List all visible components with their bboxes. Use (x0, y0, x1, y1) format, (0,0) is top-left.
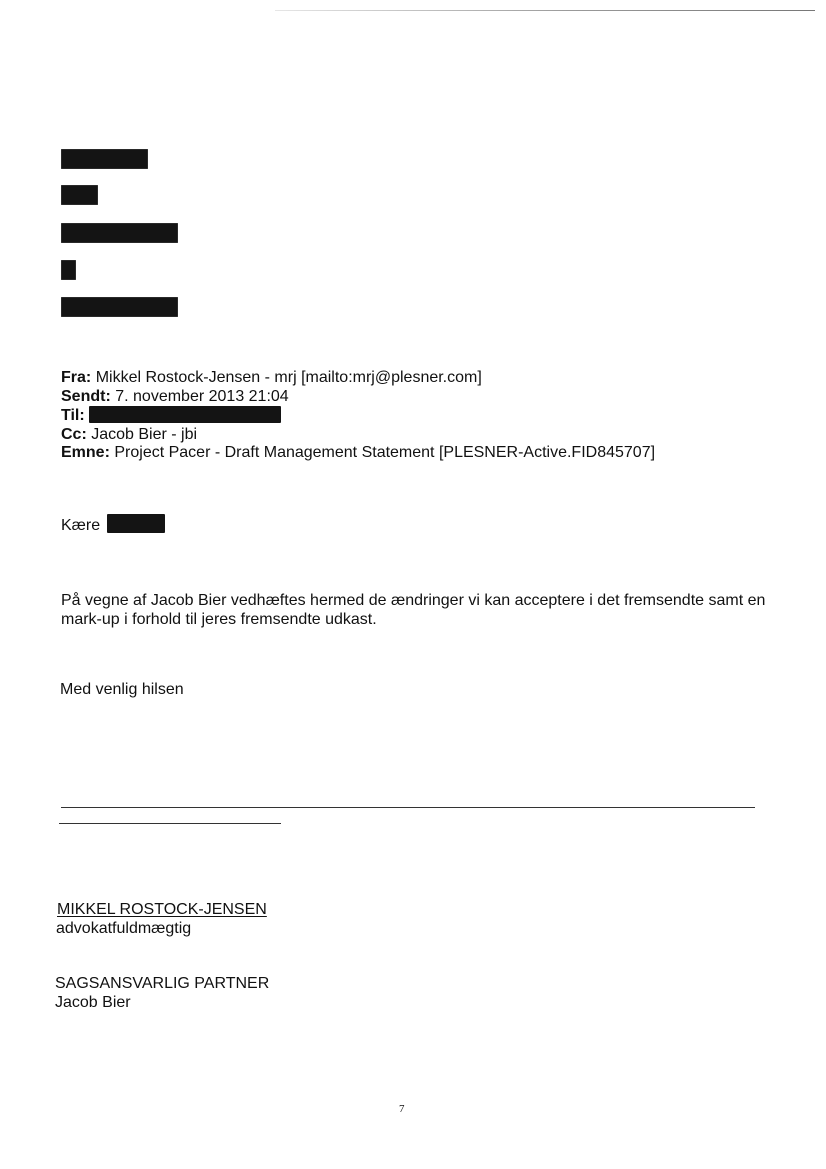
to-redaction (89, 406, 281, 423)
sent-label: Sendt: (61, 387, 111, 405)
signature-name: MIKKEL ROSTOCK-JENSEN (57, 901, 267, 918)
redaction-block-3 (61, 223, 178, 243)
email-header (61, 369, 655, 463)
subject-label: Emne: (61, 444, 110, 462)
cc-value: Jacob Bier - jbi (91, 425, 198, 443)
cc-line (61, 426, 655, 445)
scan-edge-line (275, 10, 815, 11)
salutation (61, 514, 165, 536)
from-label: Fra: (61, 369, 92, 386)
subject-line (61, 444, 655, 463)
greeting-text: Kære (61, 517, 101, 534)
to-line (61, 406, 655, 426)
cc-label: Cc: (61, 425, 87, 443)
to-label: Til: (61, 407, 85, 425)
signature-divider-short (59, 823, 281, 824)
redaction-block-5 (61, 297, 178, 317)
signature-divider-long (61, 807, 755, 808)
redaction-block-1 (61, 149, 148, 169)
from-line (61, 369, 655, 388)
sent-value: 7. november 2013 21:04 (115, 387, 289, 405)
from-value: Mikkel Rostock-Jensen - mrj [mailto:mrj@plesner.com] (95, 369, 482, 386)
partner-name: Jacob Bier (55, 994, 131, 1011)
closing-text: Med venlig hilsen (60, 681, 184, 698)
partner-heading: SAGSANSVARLIG PARTNER (55, 975, 270, 992)
redaction-block-2 (61, 185, 98, 205)
body-paragraph: På vegne af Jacob Bier vedhæftes hermed de ændringer vi kan acceptere i det fremsendte samt en mark-up i forhold til jeres fremsendte udkast. (61, 592, 766, 628)
signature-title: advokatfuldmægtig (56, 920, 192, 937)
recipient-redaction (107, 514, 165, 533)
sent-line (61, 388, 655, 407)
redaction-block-4 (61, 260, 76, 280)
page-number: 7 (399, 1103, 405, 1115)
subject-value: Project Pacer - Draft Management Statement [PLESNER-Active.FID845707] (114, 444, 656, 462)
